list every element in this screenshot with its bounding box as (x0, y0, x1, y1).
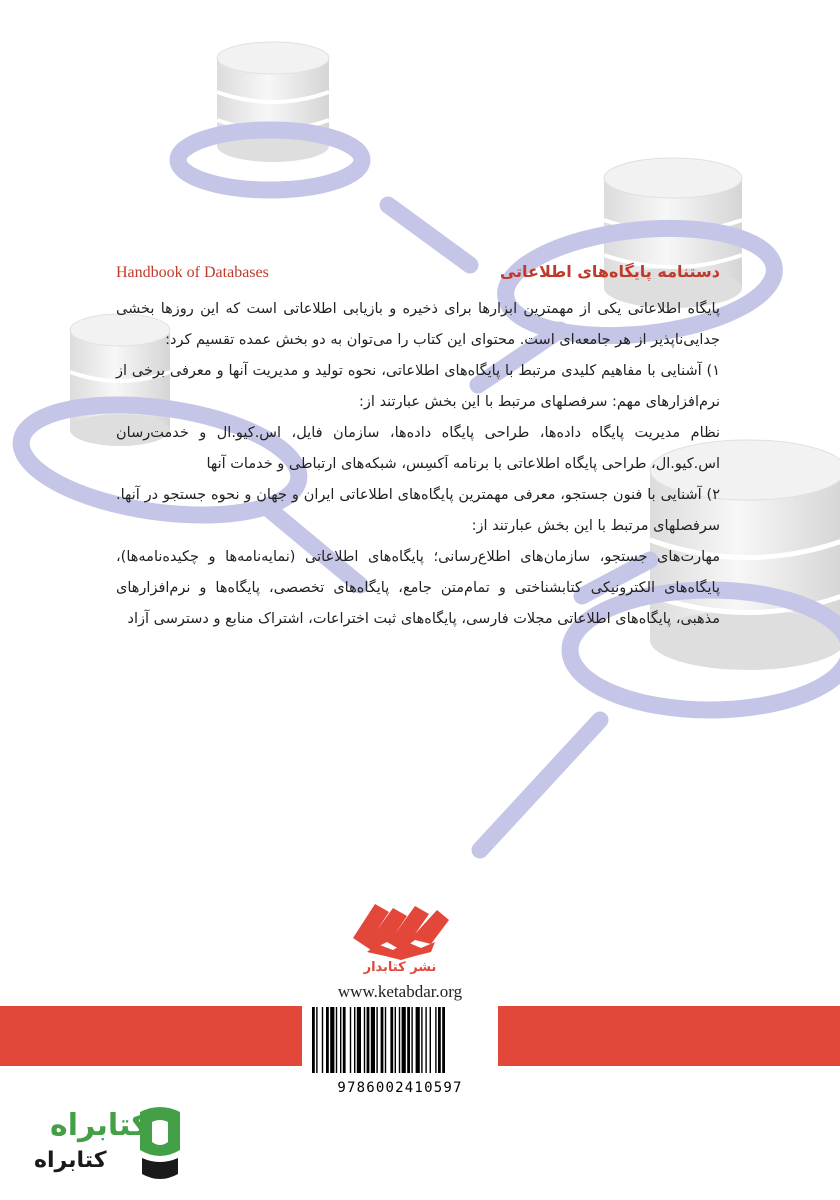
book-title-english: Handbook of Databases (116, 264, 269, 281)
blurb-paragraph: ۲) آشنایی با فنون جستجو، معرفی مهمترین پایگاه‌های اطلاعاتی ایران و جهان و نحوه جستجو در آنها. سرفصلهای مرتبط با این بخش عبارتند از: (116, 487, 720, 534)
barcode-bar (371, 1007, 375, 1073)
barcode-bar (411, 1007, 412, 1073)
barcode-bar (316, 1007, 317, 1073)
barcode-bar (430, 1007, 431, 1073)
barcode-bar (322, 1007, 323, 1073)
blurb-paragraph: نظام مدیریت پایگاه داده‌ها، طراحی پایگاه داده‌ها، سازمان فایل، اس.کیو.ال و خدمت‌رسان اس.کیو.ال، طراحی پایگاه اطلاعاتی با برنامه اَکسِس، شبکه‌های ارتباطی و خدمات آنها (116, 425, 720, 472)
blurb-paragraph: ۱) آشنایی با مفاهیم کلیدی مرتبط با پایگاه‌های اطلاعاتی، نحوه تولید و مدیریت آنها و معرفی برخی از نرم‌افزارهای مهم: سرفصلهای مرتبط با این بخش عبارتند از: (116, 363, 720, 410)
barcode-bar (402, 1007, 406, 1073)
barcode-bar (354, 1007, 355, 1073)
barcode-bar (390, 1007, 393, 1073)
barcode-bar (340, 1007, 341, 1073)
blurb (116, 294, 720, 635)
publisher-name: نشر کتابدار (363, 960, 437, 975)
isbn-barcode (302, 1003, 498, 1098)
barcode-bar (357, 1007, 361, 1073)
book-title-persian: دستنامه پایگاه‌های اطلاعاتی (499, 262, 720, 281)
barcode-bar (399, 1007, 400, 1073)
brand-name: کتابراه (50, 1108, 149, 1143)
publisher-website: www.ketabdar.org (337, 982, 463, 1001)
barcode-bars (302, 1003, 498, 1075)
barcode-bar (343, 1007, 346, 1073)
blurb-paragraph: مهارت‌های جستجو، سازمان‌های اطلاع‌رسانی؛ پایگاه‌های اطلاعاتی (نمایه‌نامه‌ها و چکیده‌نامه‌ها)، پایگاه‌های الکترونیکی کتابشناختی و تمام‌متن جامع، پایگاه‌های تخصصی، پایگاه‌ها و نرم‌افزارهای مذهبی، پایگاه‌های اطلاعاتی مجلات فارسی، پایگاه‌های ثبت اختراعات، اشتراک منابع و دسترسی آزاد (116, 549, 720, 627)
barcode-bar (330, 1007, 334, 1073)
publisher-logo (345, 890, 455, 980)
barcode-bar (326, 1007, 329, 1073)
blurb-paragraph: پایگاه اطلاعاتی یکی از مهمترین ابزارها برای ذخیره و بازیابی اطلاعاتی است که این روزها بخشی جدایی‌ناپذیر از هر جامعه‌ای است. محتوای این کتاب را می‌توان به دو بخش عمده تقسیم کرد: (116, 301, 720, 348)
barcode-bar (416, 1007, 420, 1073)
barcode-bar (442, 1007, 445, 1073)
barcode-bar (435, 1007, 436, 1073)
barcode-bar (385, 1007, 386, 1073)
title-row (116, 262, 720, 290)
barcode-bar (312, 1007, 315, 1073)
isbn-number: 9786002410597 (337, 1080, 463, 1096)
brand-name-secondary: کتابراه (34, 1148, 107, 1173)
barcode-bar (421, 1007, 422, 1073)
database-cylinder-icon (217, 42, 329, 162)
barcode-bar (336, 1007, 337, 1073)
barcode-bar (381, 1007, 384, 1073)
barcode-bar (395, 1007, 396, 1073)
barcode-bar (407, 1007, 410, 1073)
barcode-bar (350, 1007, 351, 1073)
barcode-bar (425, 1007, 426, 1073)
barcode-bar (438, 1007, 441, 1073)
barcode-bar (364, 1007, 365, 1073)
red-band-left (0, 1006, 302, 1066)
barcode-bar (376, 1007, 377, 1073)
brand-logo (10, 1100, 190, 1190)
barcode-bar (367, 1007, 370, 1073)
red-band-right (498, 1006, 840, 1066)
